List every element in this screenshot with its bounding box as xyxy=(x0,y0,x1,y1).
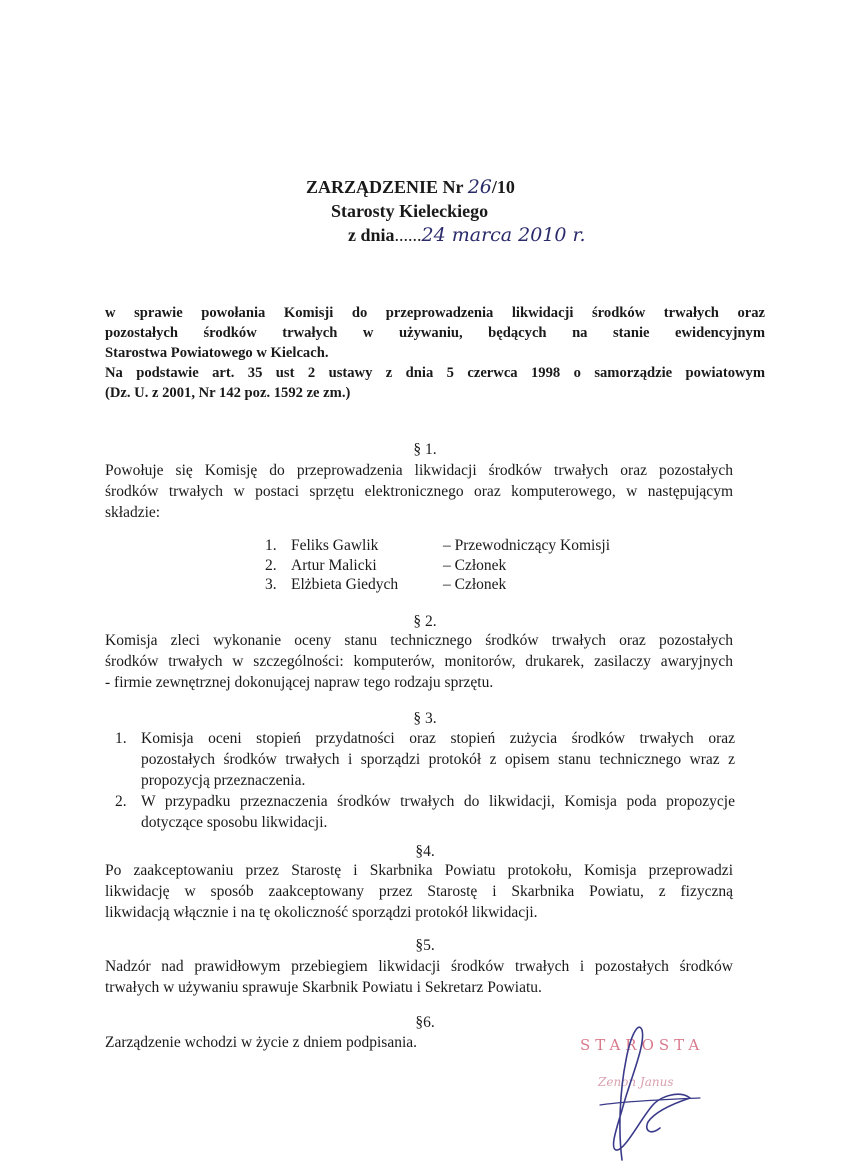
section-4-heading: §4. xyxy=(415,843,435,860)
intro-line: w sprawie powołania Komisji do przeprowadzenia likwidacji środków trwałych oraz xyxy=(105,305,765,321)
item-number: 1. xyxy=(265,537,277,554)
signature-icon xyxy=(560,1010,760,1170)
text-line: trwałych w używaniu sprawuje Skarbnik Powiatu i Sekretarz Powiatu. xyxy=(105,979,542,996)
section-5-heading: §5. xyxy=(415,937,435,954)
document-title xyxy=(306,176,515,198)
member-name: Elżbieta Giedych xyxy=(291,576,399,593)
list-item xyxy=(115,728,735,791)
item-number: 1. xyxy=(115,730,127,747)
text-line: W przypadku przeznaczenia środków trwałych do likwidacji, Komisja poda propozycje xyxy=(141,793,735,810)
section-5-text xyxy=(105,956,733,998)
section-2-text xyxy=(105,630,733,693)
section-1-text xyxy=(105,460,733,523)
list-item xyxy=(115,791,735,833)
authority-line: Starosty Kieleckiego xyxy=(331,201,489,221)
section-3-heading: § 3. xyxy=(413,710,437,727)
text-line: Nadzór nad prawidłowym przebiegiem likwidacji środków trwałych i pozostałych środków xyxy=(105,958,733,975)
date-dots: ...... xyxy=(394,225,422,245)
list-item xyxy=(265,536,610,556)
text-line: Powołuje się Komisję do przeprowadzenia likwidacji środków trwałych oraz pozostałych xyxy=(105,462,733,479)
section-4-text xyxy=(105,860,733,923)
list-item xyxy=(265,556,610,576)
date-prefix: z dnia xyxy=(348,225,395,245)
text-line: Po zaakceptowaniu przez Starostę i Skarbnika Powiatu protokołu, Komisja przeprowadzi xyxy=(105,862,733,879)
text-line: Komisja oceni stopień przydatności oraz stopień zużycia środków trwałych oraz xyxy=(141,730,735,747)
handwritten-date: 24 marca 2010 r. xyxy=(421,224,586,246)
intro-block xyxy=(105,303,765,403)
member-role: – Przewodniczący Komisji xyxy=(443,537,611,554)
text-line: dotyczące sposobu likwidacji. xyxy=(141,814,328,831)
handwritten-number: 26 xyxy=(467,176,492,198)
intro-line: Starostwa Powiatowego w Kielcach. xyxy=(105,345,329,361)
member-name: Feliks Gawlik xyxy=(291,537,379,554)
text-line: likwidacją włącznie i na tę okoliczność sporządzi protokół likwidacji. xyxy=(105,904,538,921)
item-number: 2. xyxy=(115,793,127,810)
section-3-list xyxy=(115,728,735,833)
text-line: - firmie zewnętrznej dokonującej napraw tego rodzaju sprzętu. xyxy=(105,674,494,691)
stamp-name: Zenon Janus xyxy=(598,1075,674,1089)
text-line: środków trwałych w postaci sprzętu elektronicznego oraz komputerowego, w następującym xyxy=(105,483,733,500)
date-line xyxy=(348,224,586,246)
section-2-heading: § 2. xyxy=(413,613,437,630)
text-line: pozostałych środków trwałych i sporządzi protokół z opisem stanu technicznego wraz z xyxy=(141,751,735,768)
title-prefix: ZARZĄDZENIE Nr xyxy=(306,177,468,197)
text-line: propozycją przeznaczenia. xyxy=(141,772,306,789)
intro-line: (Dz. U. z 2001, Nr 142 poz. 1592 ze zm.) xyxy=(105,385,351,401)
stamp-title: STAROSTA xyxy=(580,1036,705,1054)
title-suffix: /10 xyxy=(491,177,515,197)
item-text xyxy=(141,728,735,791)
intro-line: Na podstawie art. 35 ust 2 ustawy z dnia 5 czerwca 1998 o samorządzie powiatowym xyxy=(105,365,765,381)
text-line: składzie: xyxy=(105,504,161,521)
list-item xyxy=(265,575,610,595)
member-role: – Członek xyxy=(443,556,507,574)
text-line: środków trwałych w szczególności: komputerów, monitorów, drukarek, zasilaczy awaryjnych xyxy=(105,653,733,670)
member-name: Artur Malicki xyxy=(291,556,377,574)
text-line: Komisja zleci wykonanie oceny stanu technicznego środków trwałych oraz pozostałych xyxy=(105,632,733,649)
item-text xyxy=(141,791,735,833)
text-line: Zarządzenie wchodzi w życie z dniem podpisania. xyxy=(105,1034,418,1051)
text-line: likwidację w sposób zaakceptowany przez Starostę i Skarbnika Powiatu, z fizyczną xyxy=(105,883,733,900)
section-6-heading: §6. xyxy=(415,1014,435,1031)
section-1-heading: § 1. xyxy=(413,441,437,458)
item-number: 2. xyxy=(265,556,277,574)
item-number: 3. xyxy=(265,576,277,593)
commission-members-list xyxy=(265,536,610,595)
intro-line: pozostałych środków trwałych w używaniu, będących na stanie ewidencyjnym xyxy=(105,325,765,341)
member-role: – Członek xyxy=(443,576,507,593)
